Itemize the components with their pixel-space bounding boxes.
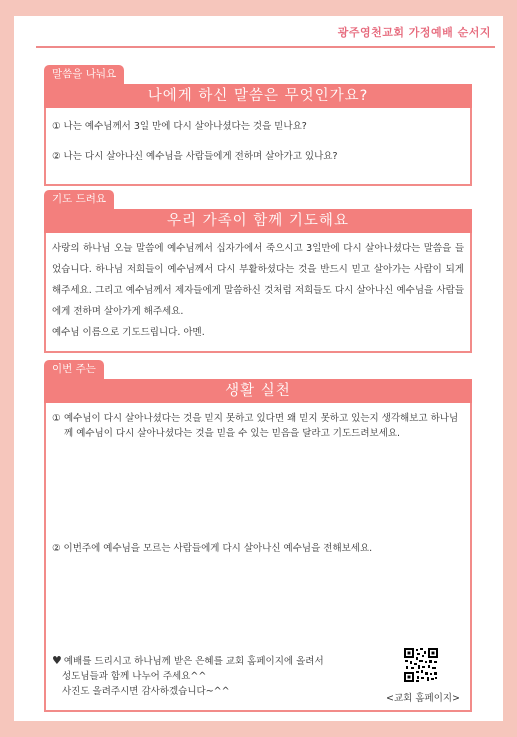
worship-sheet <box>14 16 503 721</box>
heart-icon: ♥ <box>52 654 62 667</box>
practice-item-1-number: ① <box>52 413 61 424</box>
prayer-closing: 예수님 이름으로 기도드립니다. 아멘. <box>52 327 205 338</box>
word-questions-box <box>44 108 472 186</box>
header-title: 광주영천교회 가정예배 순서지 <box>337 26 491 39</box>
footer-line-2: 성도님들과 함께 나누어 주세요^^ <box>62 671 207 682</box>
practice-item-1 <box>52 411 464 441</box>
prayer-box <box>44 233 472 353</box>
footer-line-1: 예배를 드리시고 하나님께 받은 은혜를 교회 홈페이지에 올려서 <box>63 656 324 667</box>
qr-code-icon[interactable] <box>403 647 439 683</box>
tab-pray: 기도 드려요 <box>44 190 114 209</box>
banner-family-prayer: 우리 가족이 함께 기도해요 <box>44 209 472 233</box>
homepage-label: <교회 홈페이지> <box>386 693 461 704</box>
practice-item-2: ② 이번주에 예수님을 모르는 사람들에게 다시 살아나신 예수님을 전해보세요. <box>52 543 373 554</box>
practice-item-1-text: 예수님이 다시 살아나셨다는 것을 믿지 못하고 있다면 왜 믿지 못하고 있는지 생각해보고 하나님께 예수님이 다시 살아나셨다는 것을 믿을 수 있는 믿음을 달라고 기도드려보세요. <box>64 413 459 439</box>
question-2: ② 나는 다시 살아나신 예수님을 사람들에게 전하며 살아가고 있나요? <box>52 151 338 162</box>
footer-line-3: 사진도 올려주시면 감사하겠습니다~^^ <box>62 686 230 697</box>
header-divider <box>36 46 495 48</box>
banner-life-practice: 생활 실천 <box>44 379 472 403</box>
practice-box <box>44 403 472 712</box>
question-1: ① 나는 예수님께서 3일 만에 다시 살아나셨다는 것을 믿나요? <box>52 121 307 132</box>
tab-this-week: 이번 주는 <box>44 360 104 379</box>
footer-note <box>52 653 324 699</box>
prayer-text: 사랑의 하나님 오늘 말씀에 예수님께서 십자가에서 죽으시고 3일만에 다시 살아나셨다는 말씀을 들었습니다. 하나님 저희들이 예수님께서 다시 부활하셨다는 것을 반드시 믿고 살아가는 사람이 되게 해주세요. 그리고 예수님께서 제자들에게 말씀하신 것처럼 저희들도 다시 살아나신 예수님을 사람들에게 전하며 살아가게 해주세요. <box>52 243 464 317</box>
tab-share-word: 말씀을 나눠요 <box>44 65 124 84</box>
banner-word-question: 나에게 하신 말씀은 무엇인가요? <box>44 84 472 108</box>
